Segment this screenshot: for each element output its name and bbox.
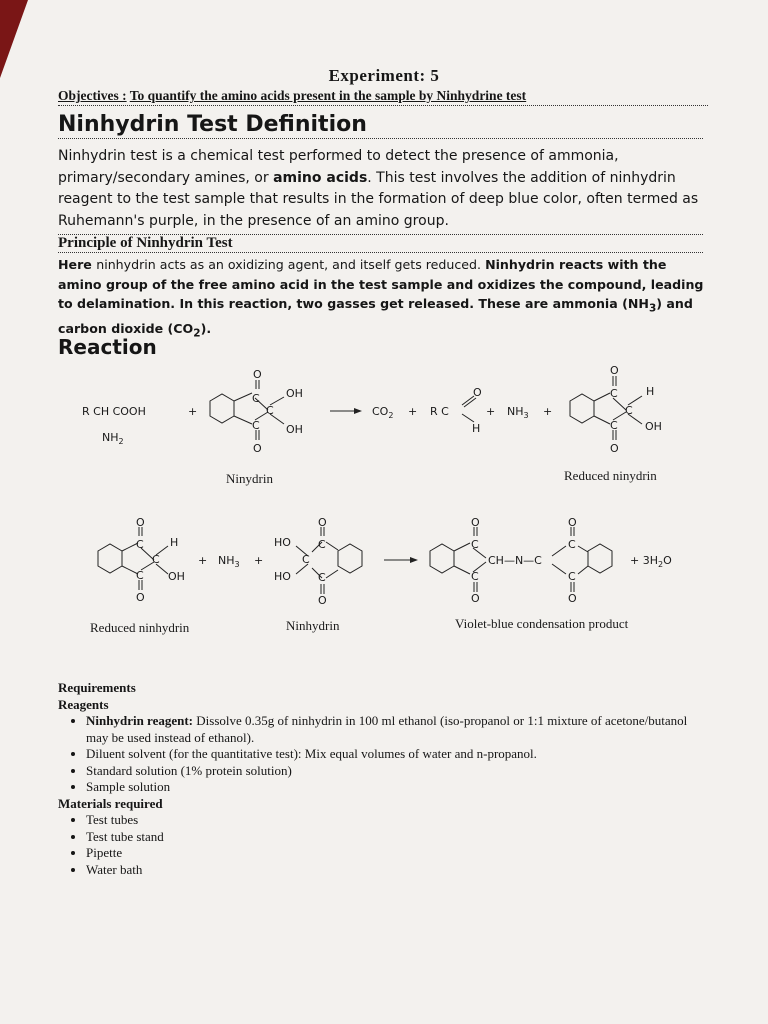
atom-o: O bbox=[610, 442, 619, 455]
atom-o: O bbox=[610, 364, 619, 377]
reaction-scheme bbox=[0, 360, 768, 680]
atom-o: O bbox=[253, 442, 262, 455]
atom-o: O bbox=[568, 516, 577, 529]
principle-heading: Principle of Ninhydrin Test bbox=[58, 234, 703, 253]
plus-sign: + bbox=[408, 405, 418, 418]
plus-sign: + bbox=[486, 405, 496, 418]
atom-c: C bbox=[471, 570, 479, 583]
reagents-heading: Reagents bbox=[58, 696, 109, 712]
principle-text-normal: ninhydrin acts as an oxidizing agent, and itself gets reduced. bbox=[96, 257, 486, 272]
definition-paragraph bbox=[58, 146, 708, 232]
atom-c: C bbox=[302, 553, 310, 566]
benzene-ring-6 bbox=[588, 544, 612, 573]
amino-acid-label: R CH COOH bbox=[82, 405, 146, 418]
materials-list bbox=[58, 812, 708, 878]
amino-group-label: $NH_2$ bbox=[102, 431, 124, 446]
atom-o: O bbox=[471, 516, 480, 529]
objectives-label: Objectives : bbox=[58, 88, 127, 103]
list-item bbox=[86, 763, 708, 780]
principle-text-1: Here bbox=[58, 257, 97, 272]
caption-condensation-product: Violet-blue condensation product bbox=[455, 616, 629, 631]
list-item: • Test tube stand bbox=[86, 829, 708, 846]
atom-c: C bbox=[471, 538, 479, 551]
definition-text-bold: amino acids bbox=[273, 169, 368, 186]
requirements-section bbox=[58, 680, 708, 878]
atom-o: O bbox=[471, 592, 480, 605]
plus-sign: + bbox=[543, 405, 553, 418]
atom-h: H bbox=[472, 422, 481, 435]
atom-oh: OH bbox=[645, 420, 662, 433]
atom-o: O bbox=[568, 592, 577, 605]
principle-paragraph bbox=[58, 255, 708, 344]
atom-o: O bbox=[318, 594, 327, 607]
atom-c: C bbox=[610, 419, 618, 432]
benzene-ring-5 bbox=[430, 544, 454, 573]
reaction-arrow-2-head bbox=[410, 557, 418, 563]
requirements-heading: Requirements bbox=[58, 680, 136, 695]
materials-heading: Materials required bbox=[58, 795, 163, 811]
atom-c: C bbox=[568, 570, 576, 583]
reagent-name: Ninhydrin reagent: bbox=[86, 713, 194, 728]
plus-sign: + bbox=[198, 554, 208, 567]
reaction-arrow-1-head bbox=[354, 408, 362, 414]
nh3-subscript: 3 bbox=[648, 302, 657, 315]
reagent-text: Standard solution (1% protein solution) bbox=[86, 762, 292, 778]
reagent-text: Dissolve 0.35g of ninhydrin in 100 ml ethanol (iso-propanol or 1:1 mixture of acetone/butanol may be used instead of ethanol). bbox=[86, 713, 688, 745]
caption-reduced-ninydrin: Reduced ninydrin bbox=[564, 468, 657, 483]
atom-c: C bbox=[152, 553, 160, 566]
atom-c: C bbox=[252, 419, 260, 432]
list-item bbox=[86, 713, 708, 746]
principle-text-2: Ninhydrin reacts with the amino group of the free amino acid in the test sample and oxidizes the compound, leading to delamination. In this reaction, two gasses get released. These are ammonia (NH bbox=[58, 257, 704, 311]
objectives-line bbox=[58, 88, 708, 106]
atom-o: O bbox=[136, 591, 145, 604]
atom-h: H bbox=[646, 385, 655, 398]
principle-text-4: ). bbox=[200, 321, 212, 337]
water-label: + $3H_2O$ bbox=[630, 554, 672, 569]
reagents-list bbox=[58, 713, 708, 796]
caption-ninydrin: Ninydrin bbox=[226, 471, 273, 486]
plus-sign: + bbox=[254, 554, 264, 567]
definition-heading: Ninhydrin Test Definition bbox=[58, 112, 703, 139]
list-item bbox=[86, 746, 708, 763]
atom-oh: OH bbox=[286, 423, 303, 436]
reagent-text: Sample solution bbox=[86, 779, 171, 794]
objectives-text: To quantify the amino acids present in the sample by Ninhydrine test bbox=[129, 88, 527, 103]
benzene-ring-1 bbox=[210, 394, 234, 423]
list-item: • Test tubes bbox=[86, 812, 708, 829]
atom-c: C bbox=[568, 538, 576, 551]
atom-c: C bbox=[610, 387, 618, 400]
aldehyde-label: R C bbox=[430, 405, 449, 418]
atom-c: C bbox=[136, 538, 144, 551]
atom-c: C bbox=[252, 392, 260, 405]
product-link: CH—N—C bbox=[488, 554, 542, 567]
reaction-heading: Reaction bbox=[58, 335, 157, 359]
definition-text-2: . This test involves the addition of ninhydrin reagent to the test sample that results in the formation of deep blue color, often termed as Ruhemann's purple, in the presence of an amino group. bbox=[58, 169, 699, 229]
atom-oh: OH bbox=[286, 387, 303, 400]
atom-o: O bbox=[473, 386, 482, 399]
list-item bbox=[86, 779, 708, 796]
co2-label: $CO_2$ bbox=[372, 405, 394, 420]
atom-o: O bbox=[253, 368, 262, 381]
list-item: • Water bath bbox=[86, 862, 708, 879]
reagent-text: Diluent solvent (for the quantitative test): Mix equal volumes of water and n-propanol. bbox=[86, 746, 537, 761]
co2-subscript: 2 bbox=[193, 327, 201, 340]
nh3-label-2: $NH_3$ bbox=[218, 554, 240, 569]
atom-c: C bbox=[318, 538, 326, 551]
atom-c: C bbox=[625, 404, 633, 417]
atom-o: O bbox=[136, 516, 145, 529]
benzene-ring-3 bbox=[98, 544, 122, 573]
list-item: • Pipette bbox=[86, 845, 708, 862]
atom-ho: HO bbox=[274, 536, 291, 549]
plus-sign: + bbox=[188, 405, 198, 418]
atom-oh: OH bbox=[168, 570, 185, 583]
caption-ninhydrin: Ninhydrin bbox=[286, 618, 340, 633]
experiment-title: Experiment: 5 bbox=[328, 66, 440, 85]
atom-c: C bbox=[136, 569, 144, 582]
definition-text-1: Ninhydrin test is a chemical test performed to detect the presence of ammonia, primary/secondary amines, or bbox=[58, 148, 619, 186]
nh3-label: $NH_3$ bbox=[507, 405, 529, 420]
benzene-ring-4 bbox=[338, 544, 362, 573]
principle-text-3: ) and carbon dioxide (CO bbox=[58, 296, 693, 337]
benzene-ring-2 bbox=[570, 394, 594, 423]
atom-h: H bbox=[170, 536, 179, 549]
atom-ho: HO bbox=[274, 570, 291, 583]
atom-c: C bbox=[318, 571, 326, 584]
atom-c: C bbox=[266, 404, 274, 417]
atom-o: O bbox=[318, 516, 327, 529]
caption-reduced-ninhydrin: Reduced ninhydrin bbox=[90, 620, 190, 635]
